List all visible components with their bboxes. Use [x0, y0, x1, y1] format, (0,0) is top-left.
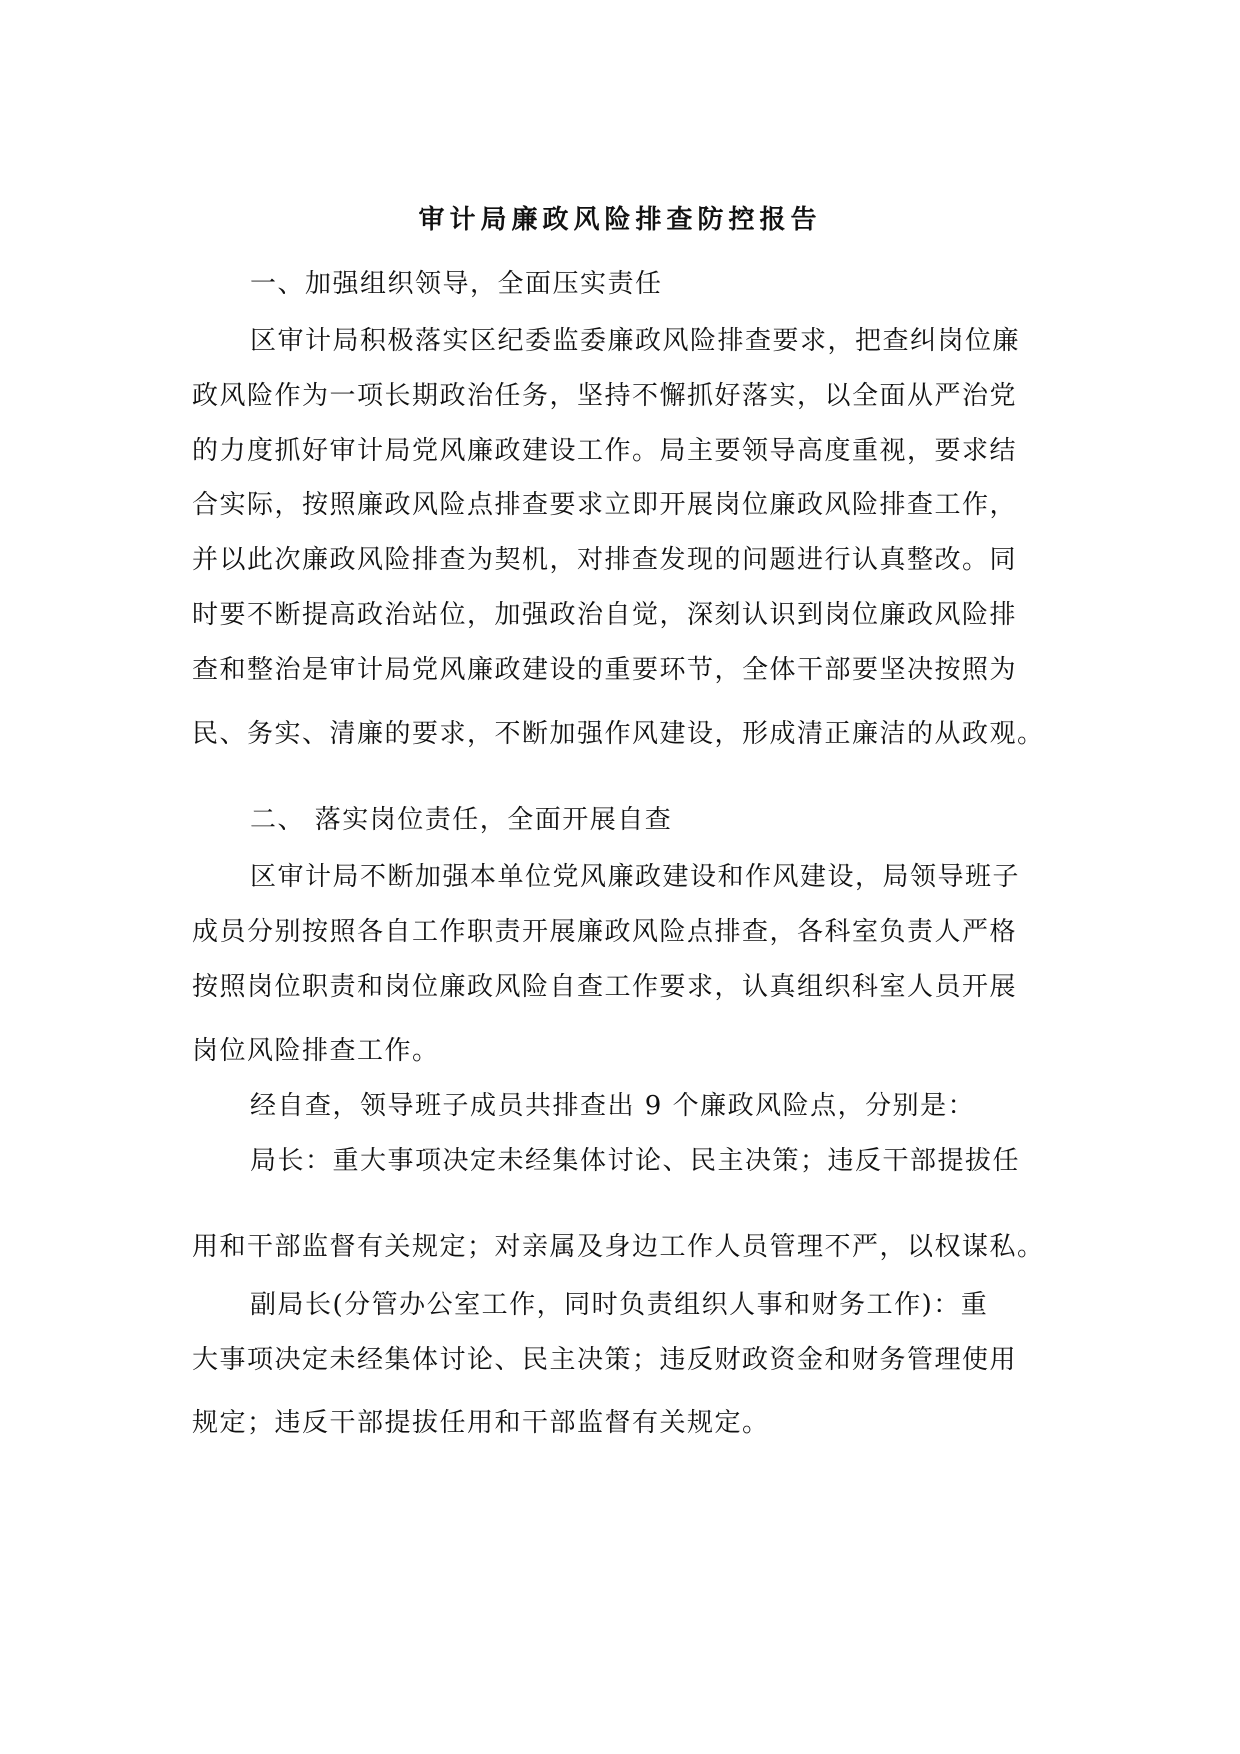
paragraph-line: 按照岗位职责和岗位廉政风险自查工作要求，认真组织科室人员开展 — [192, 972, 1018, 1002]
paragraph-line: 规定；违反干部提拔任用和干部监督有关规定。 — [192, 1408, 770, 1438]
paragraph-line: 局长：重大事项决定未经集体讨论、民主决策；违反干部提拔任 — [250, 1146, 1021, 1176]
paragraph-line: 成员分别按照各自工作职责开展廉政风险点排查，各科室负责人严格 — [192, 917, 1018, 947]
paragraph-line: 民、务实、清廉的要求，不断加强作风建设，形成清正廉洁的从政观。 — [192, 719, 1045, 749]
paragraph-line: 副局长(分管办公室工作，同时负责组织人事和财务工作)：重 — [250, 1290, 989, 1320]
paragraph-line: 岗位风险排查工作。 — [192, 1036, 440, 1066]
section-heading-2: 二、 落实岗位责任，全面开展自查 — [250, 805, 673, 835]
paragraph-line: 用和干部监督有关规定；对亲属及身边工作人员管理不严，以权谋私。 — [192, 1232, 1045, 1262]
paragraph-line: 经自查，领导班子成员共排查出 9 个廉政风险点，分别是： — [250, 1091, 976, 1121]
paragraph-line: 时要不断提高政治站位，加强政治自觉，深刻认识到岗位廉政风险排 — [192, 600, 1018, 630]
paragraph-line: 区审计局积极落实区纪委监委廉政风险排查要求，把查纠岗位廉 — [250, 326, 1021, 356]
document-title: 审计局廉政风险排查防控报告 — [418, 205, 822, 235]
paragraph-line: 区审计局不断加强本单位党风廉政建设和作风建设，局领导班子 — [250, 862, 1021, 892]
section-heading-1: 一、加强组织领导，全面压实责任 — [250, 269, 663, 299]
paragraph-line: 查和整治是审计局党风廉政建设的重要环节，全体干部要坚决按照为 — [192, 655, 1018, 685]
paragraph-line: 合实际，按照廉政风险点排查要求立即开展岗位廉政风险排查工作， — [192, 490, 1018, 520]
paragraph-line: 的力度抓好审计局党风廉政建设工作。局主要领导高度重视，要求结 — [192, 436, 1018, 466]
paragraph-line: 政风险作为一项长期政治任务，坚持不懈抓好落实，以全面从严治党 — [192, 381, 1018, 411]
paragraph-line: 并以此次廉政风险排查为契机，对排查发现的问题进行认真整改。同 — [192, 545, 1018, 575]
paragraph-line: 大事项决定未经集体讨论、民主决策；违反财政资金和财务管理使用 — [192, 1345, 1018, 1375]
